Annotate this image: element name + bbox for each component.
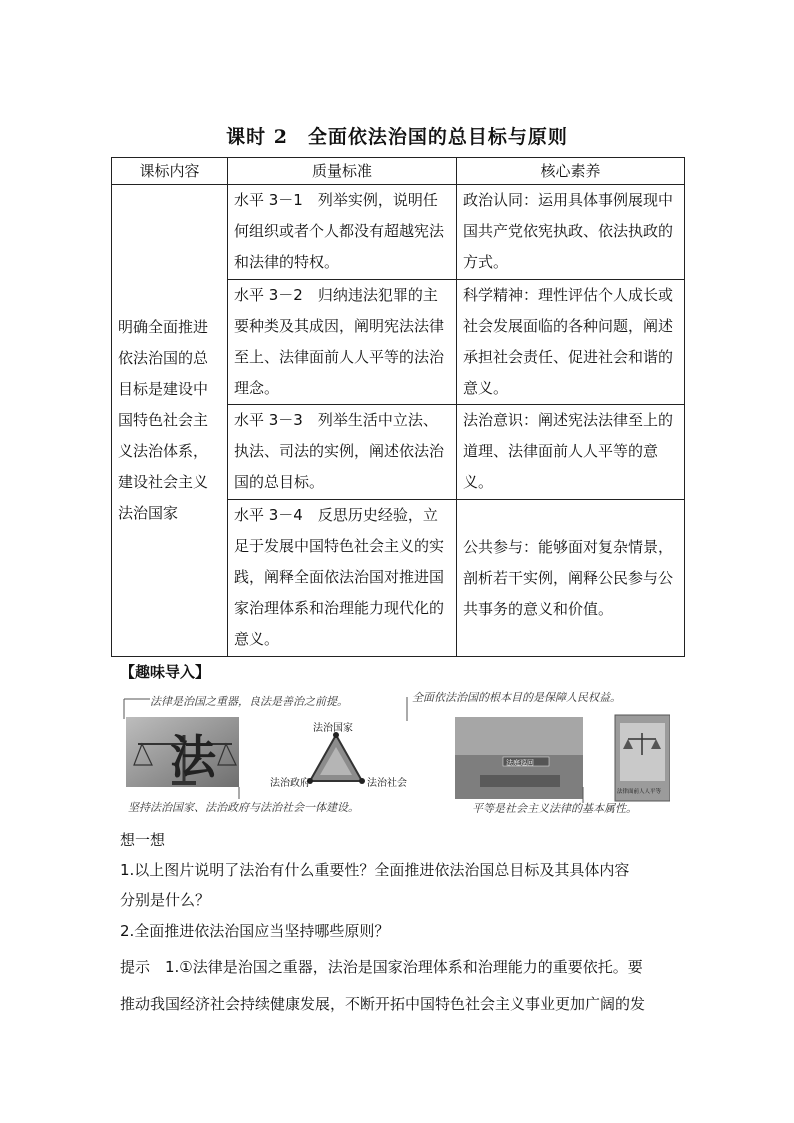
caption-bottom-left: 坚持法治国家、法治政府与法治社会一体建设。 (128, 801, 359, 814)
triangle-diagram (307, 732, 365, 784)
quality-cell: 水平 3－3 列举生活中立法、执法、司法的实例，阐述依法治国的总目标。 (228, 405, 457, 500)
table-row (112, 185, 685, 280)
think-title: 想一想 (120, 831, 166, 849)
intro-illustration (120, 687, 670, 819)
header-literacy: 核心素养 (457, 158, 685, 185)
literacy-cell: 科学精神：理性评估个人成长或社会发展面临的各种问题，阐述承担社会责任、促进社会和谐的意义。 (457, 280, 685, 405)
header-content: 课标内容 (112, 158, 228, 185)
court-table (480, 775, 560, 787)
section-heading: 【趣味导入】 (120, 663, 211, 681)
court-sign-text: 法庭巡回 (506, 759, 534, 767)
content-standard-cell: 明确全面推进依法治国的总目标是建设中国特色社会主义法治体系，建设社会主义法治国家 (112, 185, 228, 657)
quality-cell: 水平 3－4 反思历史经验，立足于发展中国特色社会主义的实践，阐释全面依法治国对推进国家治理体系和治理能力现代化的意义。 (228, 500, 457, 657)
question-1-line-1: 1.以上图片说明了法治有什么重要性？全面推进依法治国总目标及其具体内容 (120, 861, 630, 879)
fa-character: 法 (170, 730, 216, 784)
hint-line-1: 提示 1.①法律是治国之重器，法治是国家治理体系和治理能力的重要依托。要 (120, 958, 643, 976)
literacy-cell: 法治意识：阐述宪法法律至上的道理、法律面前人人平等的意义。 (457, 405, 685, 500)
question-1-line-2: 分别是什么？ (120, 891, 211, 909)
caption-bottom-right: 平等是社会主义法律的基本属性。 (472, 802, 637, 815)
question-2: 2.全面推进依法治国应当坚持哪些原则？ (120, 922, 390, 940)
hint-line-2: 推动我国经济社会持续健康发展，不断开拓中国特色社会主义事业更加广阔的发 (120, 995, 646, 1013)
poster-text: 法律面前人人平等 (617, 789, 662, 795)
caption-top-left: 法律是治国之重器，良法是善治之前提。 (150, 695, 348, 708)
quality-cell: 水平 3－1 列举实例，说明任何组织或者个人都没有超越宪法和法律的特权。 (228, 185, 457, 280)
curriculum-table (111, 157, 685, 657)
triangle-left-label: 法治政府 (270, 778, 310, 789)
caption-top-right: 全面依法治国的根本目的是保障人民权益。 (412, 691, 621, 704)
literacy-cell: 公共参与：能够面对复杂情景，剖析若干实例，阐释公民参与公共事务的意义和价值。 (457, 500, 685, 657)
triangle-right-label: 法治社会 (367, 778, 407, 789)
quality-cell: 水平 3－2 归纳违法犯罪的主要种类及其成因，阐明宪法法律至上、法律面前人人平等的法治理念。 (228, 280, 457, 405)
court-photo-wall (455, 717, 583, 755)
header-quality: 质量标准 (228, 158, 457, 185)
table-header-row (112, 158, 685, 185)
literacy-cell: 政治认同：运用具体事例展现中国共产党依宪执政、依法执政的方式。 (457, 185, 685, 280)
triangle-top-label: 法治国家 (313, 723, 353, 734)
lesson-title: 课时 2 全面依法治国的总目标与原则 (226, 126, 568, 148)
